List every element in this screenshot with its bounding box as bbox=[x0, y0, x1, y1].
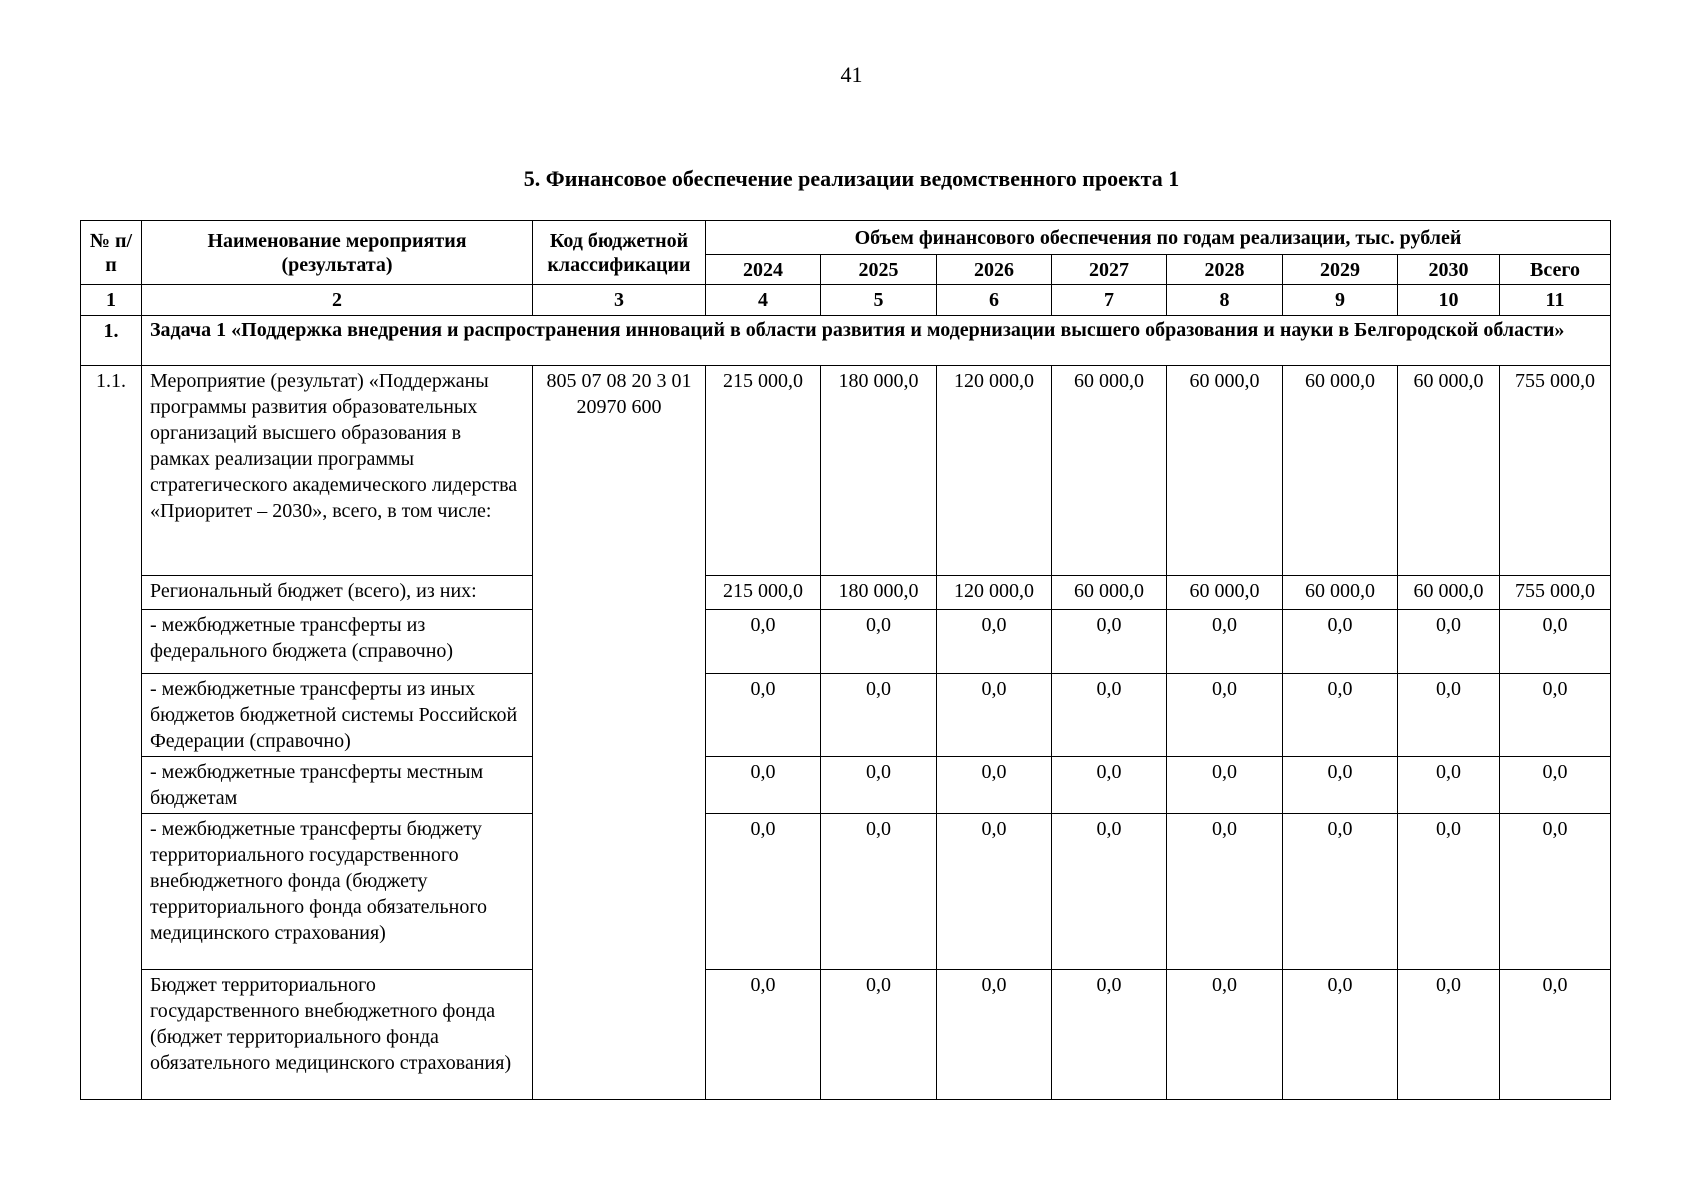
value-cell: 0,0 bbox=[1398, 757, 1500, 814]
header-code: Код бюджетной классификации bbox=[533, 221, 706, 285]
value-cell: 0,0 bbox=[1052, 757, 1167, 814]
regional-budget-row bbox=[81, 576, 1611, 610]
budget-code: 805 07 08 20 3 01 20970 600 bbox=[533, 366, 706, 1100]
value-cell: 0,0 bbox=[1398, 814, 1500, 970]
task-row bbox=[81, 316, 1611, 366]
value-cell: 120 000,0 bbox=[937, 576, 1052, 610]
column-index: 6 bbox=[937, 285, 1052, 316]
value-cell: 0,0 bbox=[706, 674, 821, 757]
row-name: Мероприятие (результат) «Поддержаны программы развития образовательных организаций высшего образования в рамках реализации программы стратегического академического лидерства «Приоритет – 2030», всего, в том числе: bbox=[142, 366, 533, 576]
column-index: 11 bbox=[1500, 285, 1611, 316]
header-year: 2026 bbox=[937, 255, 1052, 285]
value-cell: 60 000,0 bbox=[1167, 576, 1283, 610]
header-num: № п/п bbox=[81, 221, 142, 285]
financing-table bbox=[80, 220, 1611, 1100]
header-name: Наименование мероприятия (результата) bbox=[142, 221, 533, 285]
header-total: Всего bbox=[1500, 255, 1611, 285]
measure-row bbox=[81, 366, 1611, 576]
value-cell: 0,0 bbox=[1283, 610, 1398, 674]
row-name: - межбюджетные трансферты бюджету территориального государственного внебюджетного фонда (бюджету территориального фонда обязательного медицинского страхования) bbox=[142, 814, 533, 970]
value-cell: 0,0 bbox=[821, 757, 937, 814]
extrabudgetary-fund-row bbox=[81, 970, 1611, 1100]
measure-number: 1.1. bbox=[81, 366, 142, 1100]
value-cell: 0,0 bbox=[706, 757, 821, 814]
value-cell: 0,0 bbox=[1052, 674, 1167, 757]
header-year: 2030 bbox=[1398, 255, 1500, 285]
total-cell: 0,0 bbox=[1500, 970, 1611, 1100]
task-title: Задача 1 «Поддержка внедрения и распространения инноваций в области развития и модернизации высшего образования и науки в Белгородской области» bbox=[142, 316, 1611, 366]
column-index: 3 bbox=[533, 285, 706, 316]
other-budgets-transfers-row bbox=[81, 674, 1611, 757]
header-year: 2024 bbox=[706, 255, 821, 285]
value-cell: 0,0 bbox=[706, 814, 821, 970]
value-cell: 0,0 bbox=[1052, 814, 1167, 970]
value-cell: 0,0 bbox=[1283, 970, 1398, 1100]
value-cell: 0,0 bbox=[821, 814, 937, 970]
value-cell: 0,0 bbox=[1398, 610, 1500, 674]
column-index: 2 bbox=[142, 285, 533, 316]
value-cell: 60 000,0 bbox=[1052, 366, 1167, 576]
row-name: - межбюджетные трансферты из федерального бюджета (справочно) bbox=[142, 610, 533, 674]
local-budgets-transfers-row bbox=[81, 757, 1611, 814]
value-cell: 0,0 bbox=[1398, 970, 1500, 1100]
value-cell: 215 000,0 bbox=[706, 576, 821, 610]
value-cell: 60 000,0 bbox=[1167, 366, 1283, 576]
value-cell: 0,0 bbox=[937, 757, 1052, 814]
page-number: 41 bbox=[840, 62, 863, 87]
column-index: 5 bbox=[821, 285, 937, 316]
column-index: 8 bbox=[1167, 285, 1283, 316]
extrabudgetary-fund-transfers-row bbox=[81, 814, 1611, 970]
total-cell: 755 000,0 bbox=[1500, 366, 1611, 576]
row-name: - межбюджетные трансферты местным бюджетам bbox=[142, 757, 533, 814]
task-number: 1. bbox=[81, 316, 142, 366]
value-cell: 0,0 bbox=[1052, 610, 1167, 674]
value-cell: 0,0 bbox=[821, 674, 937, 757]
total-cell: 0,0 bbox=[1500, 757, 1611, 814]
federal-transfers-row bbox=[81, 610, 1611, 674]
value-cell: 0,0 bbox=[1283, 814, 1398, 970]
value-cell: 0,0 bbox=[706, 970, 821, 1100]
total-cell: 0,0 bbox=[1500, 814, 1611, 970]
value-cell: 0,0 bbox=[1167, 674, 1283, 757]
row-name: - межбюджетные трансферты из иных бюджетов бюджетной системы Российской Федерации (справочно) bbox=[142, 674, 533, 757]
column-index: 10 bbox=[1398, 285, 1500, 316]
value-cell: 60 000,0 bbox=[1052, 576, 1167, 610]
row-name: Региональный бюджет (всего), из них: bbox=[142, 576, 533, 610]
value-cell: 0,0 bbox=[937, 970, 1052, 1100]
value-cell: 0,0 bbox=[937, 674, 1052, 757]
total-cell: 0,0 bbox=[1500, 674, 1611, 757]
value-cell: 0,0 bbox=[1283, 757, 1398, 814]
document-title: 5. Финансовое обеспечение реализации ведомственного проекта 1 bbox=[523, 166, 1180, 191]
header-year: 2029 bbox=[1283, 255, 1398, 285]
value-cell: 60 000,0 bbox=[1398, 366, 1500, 576]
value-cell: 180 000,0 bbox=[821, 366, 937, 576]
value-cell: 0,0 bbox=[821, 970, 937, 1100]
value-cell: 120 000,0 bbox=[937, 366, 1052, 576]
value-cell: 60 000,0 bbox=[1283, 576, 1398, 610]
column-index: 7 bbox=[1052, 285, 1167, 316]
header-year: 2027 bbox=[1052, 255, 1167, 285]
value-cell: 0,0 bbox=[1398, 674, 1500, 757]
value-cell: 0,0 bbox=[937, 610, 1052, 674]
total-cell: 755 000,0 bbox=[1500, 576, 1611, 610]
total-cell: 0,0 bbox=[1500, 610, 1611, 674]
value-cell: 0,0 bbox=[706, 610, 821, 674]
header-volume: Объем финансового обеспечения по годам реализации, тыс. рублей bbox=[706, 221, 1611, 255]
column-index: 4 bbox=[706, 285, 821, 316]
column-index: 1 bbox=[81, 285, 142, 316]
value-cell: 0,0 bbox=[1167, 610, 1283, 674]
value-cell: 60 000,0 bbox=[1283, 366, 1398, 576]
value-cell: 0,0 bbox=[937, 814, 1052, 970]
value-cell: 0,0 bbox=[1052, 970, 1167, 1100]
value-cell: 0,0 bbox=[1167, 814, 1283, 970]
column-index: 9 bbox=[1283, 285, 1398, 316]
value-cell: 0,0 bbox=[821, 610, 937, 674]
value-cell: 215 000,0 bbox=[706, 366, 821, 576]
header-year: 2025 bbox=[821, 255, 937, 285]
value-cell: 0,0 bbox=[1167, 757, 1283, 814]
value-cell: 180 000,0 bbox=[821, 576, 937, 610]
column-index-row bbox=[81, 285, 1611, 316]
value-cell: 0,0 bbox=[1167, 970, 1283, 1100]
header-year: 2028 bbox=[1167, 255, 1283, 285]
header-row-1 bbox=[81, 221, 1611, 255]
value-cell: 60 000,0 bbox=[1398, 576, 1500, 610]
value-cell: 0,0 bbox=[1283, 674, 1398, 757]
row-name: Бюджет территориального государственного внебюджетного фонда (бюджет территориального фонда обязательного медицинского страхования) bbox=[142, 970, 533, 1100]
